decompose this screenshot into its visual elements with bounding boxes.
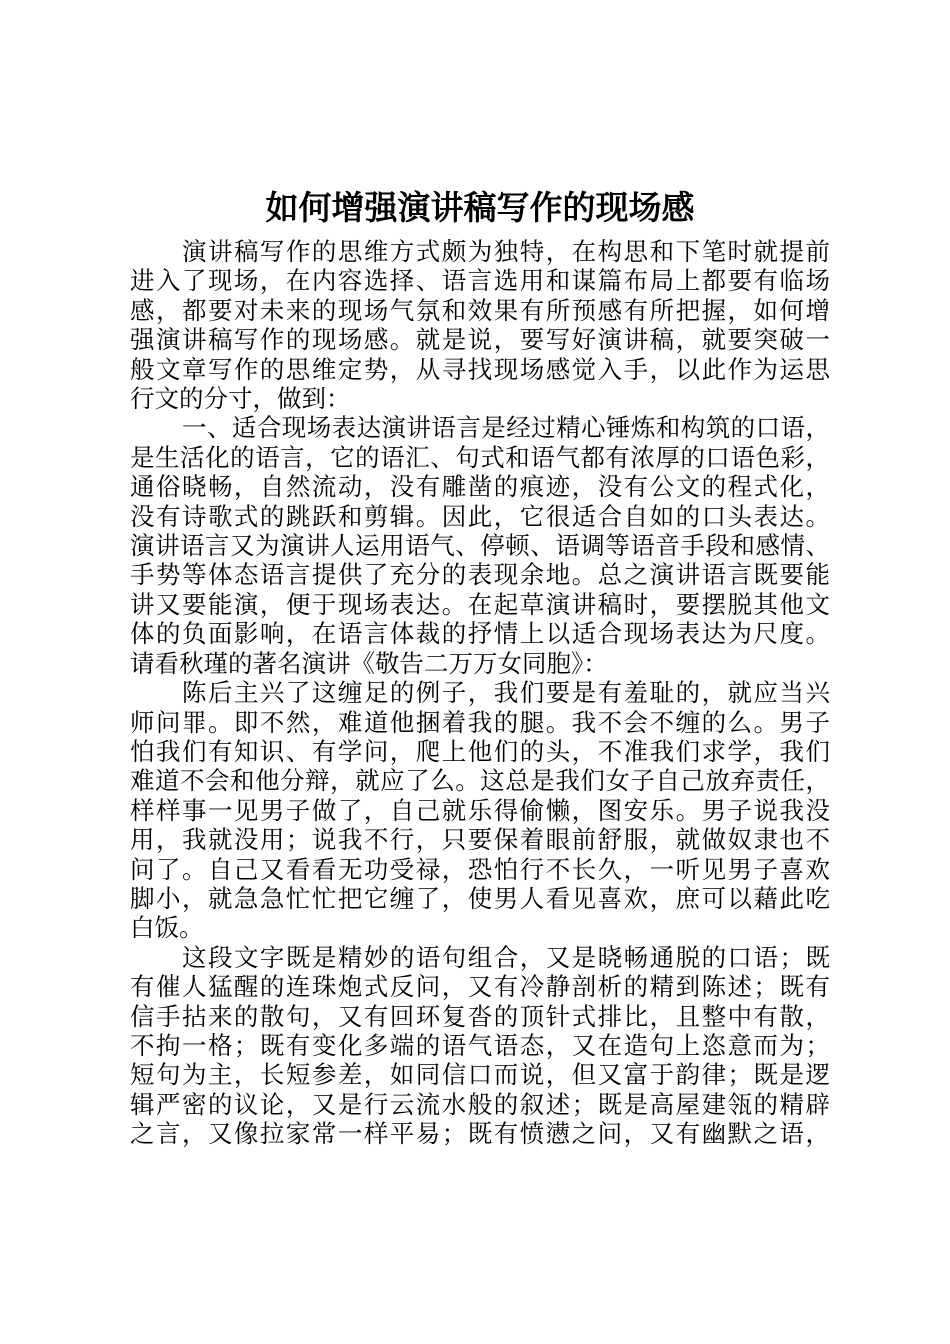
text-line: 请看秋瑾的著名演讲《敬告二万万女同胞》： — [130, 648, 608, 678]
paragraph — [130, 678, 830, 943]
text-line: 问了。自己又看看无功受禄，恐怕行不长久，一听见男子喜欢 — [130, 854, 830, 884]
text-line: 怕我们有知识、有学问，爬上他们的头，不准我们求学，我们 — [130, 736, 830, 766]
text-line: 样样事一见男子做了，自己就乐得偷懒，图安乐。男子说我没 — [130, 795, 830, 825]
text-line: 讲又要能演，便于现场表达。在起草演讲稿时，要摆脱其他文 — [130, 589, 830, 619]
text-line: 般文章写作的思维定势，从寻找现场感觉入手，以此作为运思 — [130, 354, 830, 384]
text-line: 没有诗歌式的跳跃和剪辑。因此，它很适合自如的口头表达。 — [130, 501, 830, 531]
text-line: 白饭。 — [130, 913, 204, 943]
paragraph — [130, 943, 830, 1149]
text-line: 用，我就没用；说我不行，只要保着眼前舒服，就做奴隶也不 — [130, 825, 830, 855]
text-line: 脚小，就急急忙忙把它缠了，使男人看见喜欢，庶可以藉此吃 — [130, 883, 830, 913]
text-line: 体的负面影响，在语言体裁的抒情上以适合现场表达为尺度。 — [130, 619, 830, 649]
text-line: 通俗晓畅，自然流动，没有雕凿的痕迹，没有公文的程式化， — [130, 472, 830, 502]
text-line: 难道不会和他分辩，就应了么。这总是我们女子自己放弃责任， — [130, 766, 830, 796]
text-line: 行文的分寸，做到： — [130, 384, 351, 414]
text-line: 演讲语言又为演讲人运用语气、停顿、语调等语音手段和感情、 — [130, 531, 830, 561]
document-title: 如何增强演讲稿写作的现场感 — [265, 188, 695, 227]
text-line: 强演讲稿写作的现场感。就是说，要写好演讲稿，就要突破一 — [130, 325, 830, 355]
text-line: 一、适合现场表达演讲语言是经过精心锤炼和构筑的口语， — [182, 413, 830, 443]
text-line: 演讲稿写作的思维方式颇为独特，在构思和下笔时就提前 — [182, 237, 830, 266]
paragraph — [130, 237, 830, 413]
text-line: 感，都要对未来的现场气氛和效果有所预感有所把握，如何增 — [130, 295, 830, 325]
text-line: 这段文字既是精妙的语句组合，又是晓畅通脱的口语；既 — [182, 942, 830, 972]
text-line: 陈后主兴了这缠足的例子，我们要是有羞耻的，就应当兴 — [182, 678, 830, 708]
text-line: 短句为主，长短参差，如同信口而说，但又富于韵律；既是逻 — [130, 1060, 830, 1090]
text-line: 师问罪。即不然，难道他捆着我的腿。我不会不缠的么。男子 — [130, 707, 830, 737]
text-line: 进入了现场，在内容选择、语言选用和谋篇布局上都要有临场 — [130, 266, 830, 296]
text-line: 辑严密的议论，又是行云流水般的叙述；既是高屋建瓴的精辟 — [130, 1089, 830, 1119]
paragraph — [130, 413, 830, 678]
text-line: 信手拈来的散句，又有回环复沓的顶针式排比，且整中有散， — [130, 1001, 830, 1031]
text-line: 之言，又像拉家常一样平易；既有愤懑之问，又有幽默之语， — [130, 1119, 830, 1149]
text-line: 是生活化的语言，它的语汇、句式和语气都有浓厚的口语色彩， — [130, 442, 830, 472]
text-line: 有催人猛醒的连珠炮式反问，又有冷静剖析的精到陈述；既有 — [130, 972, 830, 1002]
text-line: 手势等体态语言提供了充分的表现余地。总之演讲语言既要能 — [130, 560, 830, 590]
text-line: 不拘一格；既有变化多端的语气语态，又在造句上恣意而为； — [130, 1030, 830, 1060]
document-body — [130, 237, 830, 1149]
